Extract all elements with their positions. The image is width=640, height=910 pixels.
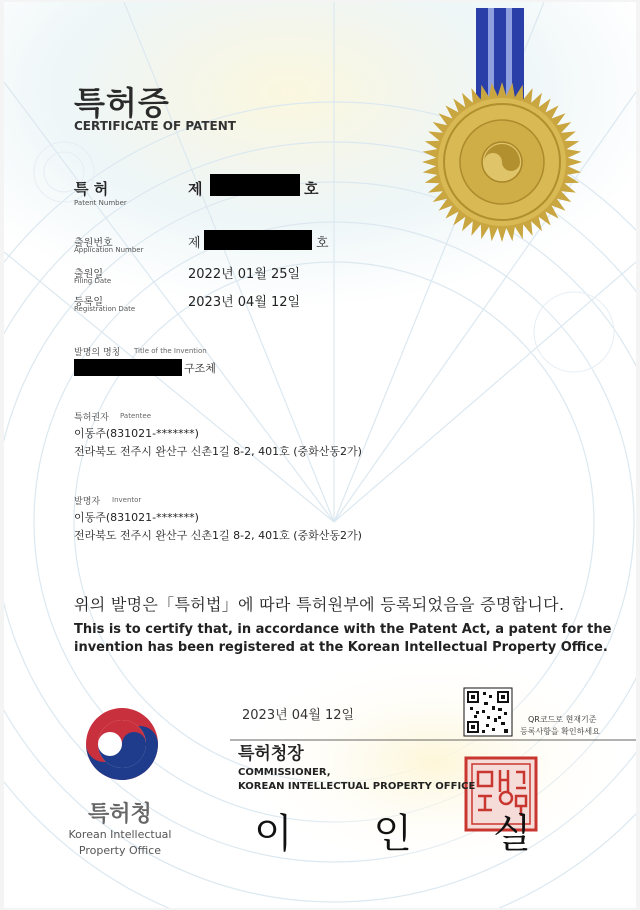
patentee-name: 이동주(831021-*******) <box>74 427 199 440</box>
invention-title-label: 발명의 명칭 <box>74 348 121 358</box>
statement-en-line1: This is to certify that, in accordance with the Patent Act, a patent for the <box>74 622 612 637</box>
patent-number-redaction <box>210 174 300 196</box>
patentee-address: 전라북도 전주시 완산구 신촌1길 8-2, 401호 (중화산동2가) <box>74 445 362 458</box>
commissioner-title-en-line1: COMMISSIONER, <box>238 767 331 778</box>
inventor-label-en: Inventor <box>112 496 142 504</box>
certificate-title-en: CERTIFICATE OF PATENT <box>74 119 236 133</box>
application-number-suffix: 호 <box>316 236 329 251</box>
invention-title-label-en: Title of the Invention <box>134 347 207 355</box>
commissioner-title-en-line2: KOREAN INTELLECTUAL PROPERTY OFFICE <box>238 781 476 792</box>
inventor-name: 이동주(831021-*******) <box>74 511 199 524</box>
office-name-en-line1: Korean Intellectual <box>68 828 172 841</box>
patent-number-label: 특 허 <box>74 180 109 198</box>
registration-date-label-en: Registration Date <box>74 305 136 313</box>
invention-title-value: 구조체 <box>184 362 216 375</box>
registration-date-value: 2023년 04월 12일 <box>188 295 301 310</box>
commissioner-signature: 이 인 실 <box>254 811 566 857</box>
application-number-label-en: Application Number <box>74 246 144 254</box>
patent-number-suffix: 호 <box>304 180 319 198</box>
kipo-logo <box>86 708 158 780</box>
commissioner-title-ko: 특허청장 <box>238 744 304 764</box>
filing-date-label: 출원일 <box>74 269 103 280</box>
patent-number-prefix: 제 <box>188 180 203 198</box>
patentee-label: 특허권자 <box>74 413 109 423</box>
qr-caption-line2: 등록사항을 확인하세요 <box>520 727 600 736</box>
office-name-en-line2: Property Office <box>78 844 162 857</box>
filing-date-label-en: Filing Date <box>74 277 112 285</box>
patentee-label-en: Patentee <box>120 412 152 420</box>
patent-number-label-en: Patent Number <box>74 199 127 207</box>
gold-seal <box>422 82 582 242</box>
qr-caption-line1: QR코드로 현재기준 <box>528 715 597 724</box>
certificate-page <box>4 2 636 908</box>
issue-date: 2023년 04월 12일 <box>242 708 355 723</box>
inventor-label: 발명자 <box>74 497 101 507</box>
certificate-title-ko: 특허증 <box>74 84 170 122</box>
application-number-prefix: 제 <box>188 236 201 251</box>
qr-code <box>464 688 512 736</box>
office-name-ko: 특허청 <box>88 802 152 827</box>
statement-ko: 위의 발명은「특허법」에 따라 특허원부에 등록되었음을 증명합니다. <box>74 595 565 614</box>
filing-date-value: 2022년 01월 25일 <box>188 267 301 282</box>
application-number-redaction <box>204 230 312 250</box>
inventor-address: 전라북도 전주시 완산구 신촌1길 8-2, 401호 (중화산동2가) <box>74 529 362 542</box>
invention-title-redaction <box>74 359 182 376</box>
statement-en-line2: invention has been registered at the Korean Intellectual Property Office. <box>74 640 608 655</box>
application-number-label: 출원번호 <box>74 238 113 249</box>
registration-date-label: 등록일 <box>74 297 103 308</box>
